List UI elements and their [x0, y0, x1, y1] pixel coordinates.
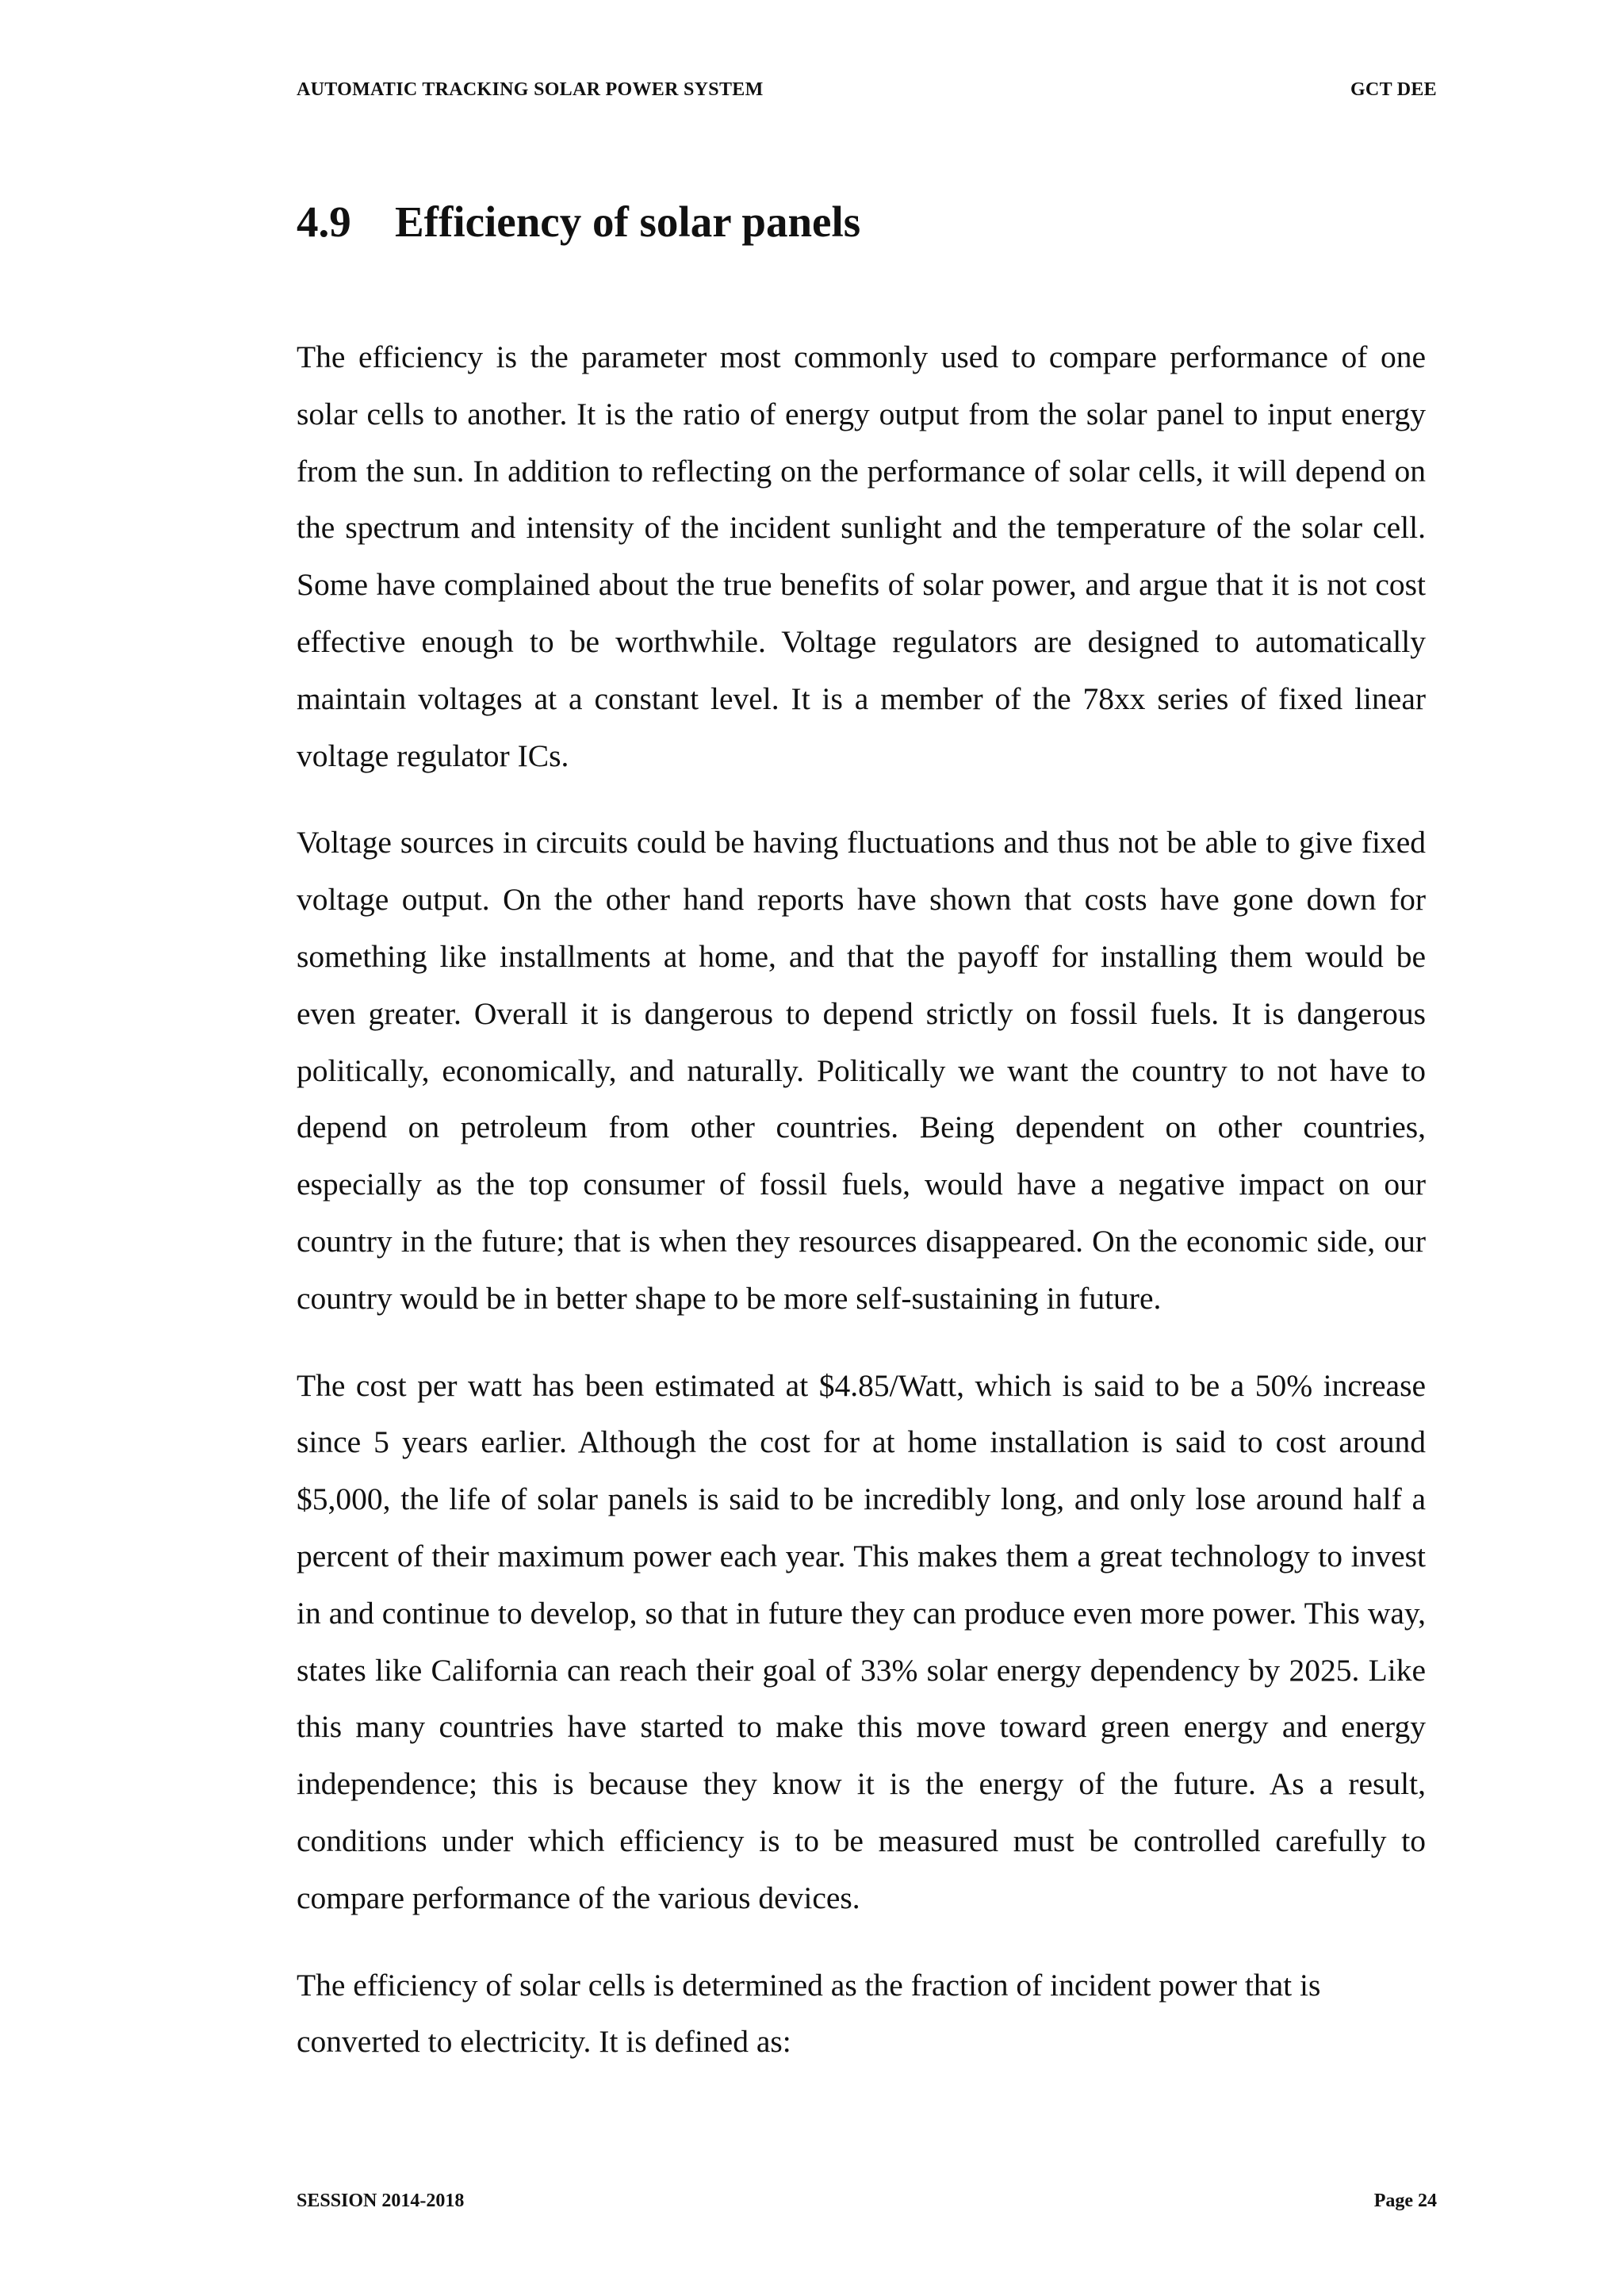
- header-department: GCT DEE: [1350, 79, 1437, 100]
- page-header: [297, 79, 1437, 101]
- section-title: Efficiency of solar panels: [395, 197, 861, 246]
- section-heading: [297, 194, 860, 250]
- page-footer: [297, 2191, 1437, 2212]
- body-text: [297, 329, 1426, 2101]
- section-number: 4.9: [297, 197, 351, 246]
- paragraph-voltage-sources: Voltage sources in circuits could be having fluctuations and thus not be able to give fixed voltage output. On the other hand reports have shown that costs have gone down for something like installments at home, and that the payoff for installing them would be even greater. Overall it is dangerous to depend strictly on fossil fuels. It is dangerous politically, economically, and naturally. Politically we want the country to not have to depend on petroleum from other countries. Being dependent on other countries, especially as the top consumer of fossil fuels, would have a negative impact on our country in the future; that is when they resources disappeared. On the economic side, our country would be in better shape to be more self-sustaining in future.: [297, 825, 1426, 1316]
- paragraph-efficiency-definition: The efficiency of solar cells is determined as the fraction of incident power that is converted to electricity. It is defined as:: [297, 1967, 1321, 2060]
- paragraph-cost-per-watt: The cost per watt has been estimated at $4.85/Watt, which is said to be a 50% increase since 5 years earlier. Although the cost for at home installation is said to cost around $5,000, the life of solar panels is said to be incredibly long, and only lose around half a percent of their maximum power each year. This makes them a great technology to invest in and continue to develop, so that in future they can produce even more power. This way, states like California can reach their goal of 33% solar energy dependency by 2025. Like this many countries have started to make this move toward green energy and energy independence; this is because they know it is the energy of the future. As a result, conditions under which efficiency is to be measured must be controlled carefully to compare performance of the various devices.: [297, 1367, 1426, 1915]
- paragraph-efficiency-intro: The efficiency is the parameter most commonly used to compare performance of one solar cells to another. It is the ratio of energy output from the solar panel to input energy from the sun. In addition to reflecting on the performance of solar cells, it will depend on the spectrum and intensity of the incident sunlight and the temperature of the solar cell. Some have complained about the true benefits of solar power, and argue that it is not cost effective enough to be worthwhile. Voltage regulators are designed to automatically maintain voltages at a constant level. It is a member of the 78xx series of fixed linear voltage regulator ICs.: [297, 339, 1426, 773]
- footer-session: SESSION 2014-2018: [297, 2191, 465, 2211]
- header-document-title: AUTOMATIC TRACKING SOLAR POWER SYSTEM: [297, 79, 764, 100]
- footer-page-number: Page 24: [1373, 2191, 1437, 2211]
